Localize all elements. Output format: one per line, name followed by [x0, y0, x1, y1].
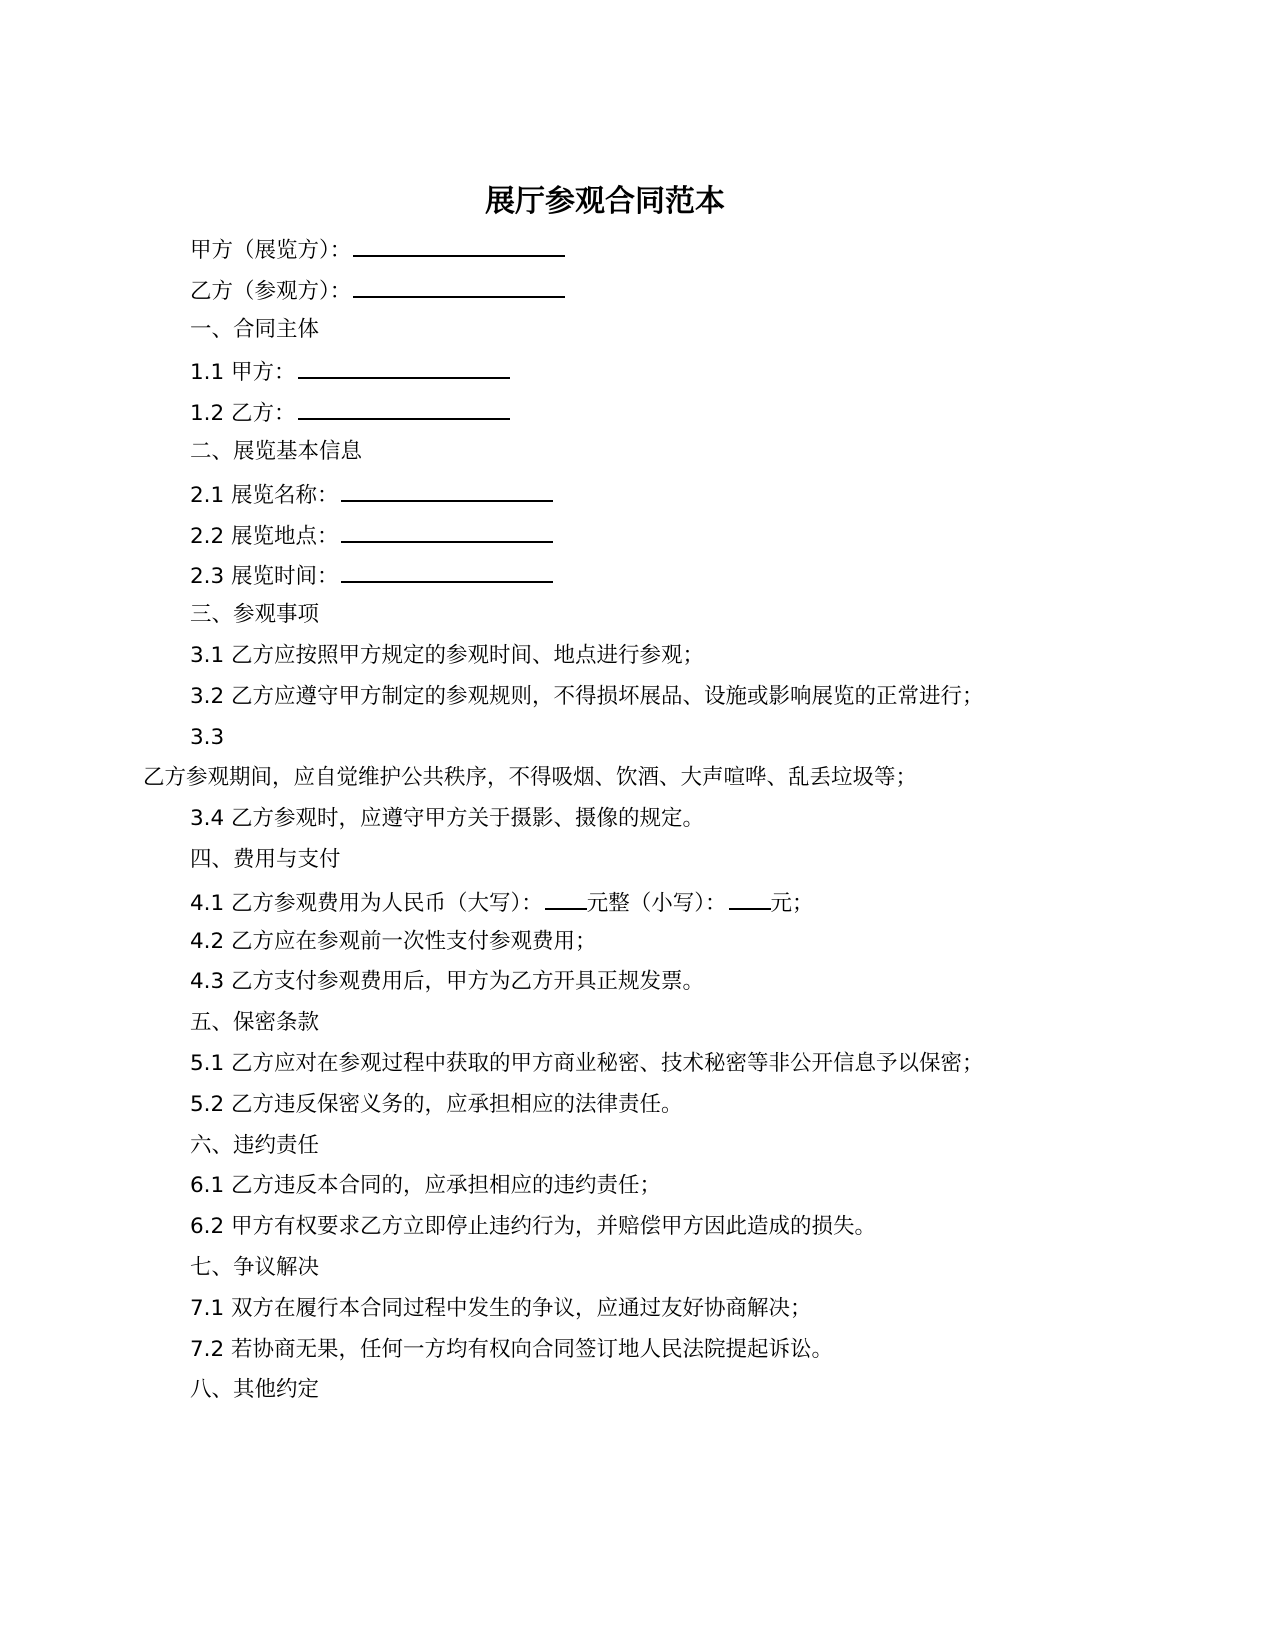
- document-line: [190, 274, 565, 307]
- line-text: 二、展览基本信息: [190, 439, 363, 464]
- line-text: 7.2 若协商无果，任何一方均有权向合同签订地人民法院提起诉讼。: [190, 1336, 834, 1362]
- line-text: 4.1 乙方参观费用为人民币（大写）：: [190, 890, 543, 916]
- line-text: 甲方（展览方）：: [190, 238, 352, 263]
- line-text: 1.2 乙方：: [190, 401, 296, 427]
- line-text: 3.4 乙方参观时，应遵守甲方关于摄影、摄像的规定。: [190, 806, 705, 832]
- document-line: [190, 1049, 984, 1079]
- line-text: 八、其他约定: [190, 1377, 320, 1403]
- document-line: [190, 1171, 661, 1201]
- document-line: [190, 396, 510, 429]
- document-line: [190, 1090, 683, 1120]
- line-text: 5.1 乙方应对在参观过程中获取的甲方商业秘密、技术秘密等非公开信息予以保密；: [190, 1051, 984, 1076]
- line-text: 乙方（参观方）：: [190, 278, 352, 304]
- line-text: 6.2 甲方有权要求乙方立即停止违约行为，并赔偿甲方因此造成的损失。: [190, 1214, 877, 1240]
- document-line: [190, 1335, 833, 1365]
- line-text: 六、违约责任: [190, 1132, 320, 1158]
- document-line: [190, 519, 553, 552]
- document-line: [190, 641, 704, 671]
- line-text: 4.2 乙方应在参观前一次性支付参观费用；: [190, 928, 597, 954]
- fill-in-blank[interactable]: [298, 355, 510, 379]
- document-line: [190, 1375, 319, 1405]
- document-line: [190, 1212, 876, 1242]
- line-text: 4.3 乙方支付参观费用后，甲方为乙方开具正规发票。: [190, 969, 705, 995]
- document-line: [190, 804, 704, 834]
- line-text: 5.2 乙方违反保密义务的，应承担相应的法律责任。: [190, 1091, 683, 1117]
- document-line: [190, 355, 510, 388]
- line-text: 2.3 展览时间：: [190, 564, 339, 590]
- fill-in-blank[interactable]: [545, 886, 587, 910]
- line-text: 2.2 展览地点：: [190, 523, 339, 549]
- fill-in-blank[interactable]: [298, 396, 510, 420]
- line-text: 3.2 乙方应遵守甲方制定的参观规则，不得损坏展品、设施或影响展览的正常进行；: [190, 683, 984, 709]
- line-text: 6.1 乙方违反本合同的，应承担相应的违约责任；: [190, 1173, 662, 1199]
- document-line: [190, 315, 319, 345]
- document-line: [190, 1131, 319, 1161]
- line-text: 元整（小写）：: [586, 890, 727, 916]
- line-text: 乙方参观期间，应自觉维护公共秩序，不得吸烟、饮酒、大声喧哗、乱丢垃圾等；: [143, 765, 918, 791]
- document-line: [143, 763, 917, 793]
- document-line: [190, 682, 984, 712]
- document-line: [190, 886, 814, 919]
- line-text: 1.1 甲方：: [190, 360, 296, 386]
- fill-in-blank[interactable]: [341, 478, 553, 502]
- fill-in-blank[interactable]: [729, 886, 771, 910]
- document-line: [190, 1253, 319, 1283]
- line-text: 一、合同主体: [190, 316, 320, 342]
- line-text: 四、费用与支付: [190, 847, 341, 872]
- document-line: [190, 723, 224, 753]
- line-text: 3.1 乙方应按照甲方规定的参观时间、地点进行参观；: [190, 643, 705, 668]
- line-text: 七、争议解决: [190, 1255, 320, 1280]
- line-text: 三、参观事项: [190, 602, 320, 628]
- document-line: [190, 1008, 319, 1038]
- document-line: [190, 967, 704, 997]
- document-line: [190, 233, 565, 266]
- document-line: [190, 1294, 812, 1324]
- document-line: [190, 600, 319, 630]
- document-line: [190, 437, 362, 467]
- line-text: 元；: [770, 890, 814, 916]
- line-text: 2.1 展览名称：: [190, 482, 339, 508]
- line-text: 五、保密条款: [190, 1010, 320, 1036]
- fill-in-blank[interactable]: [341, 559, 553, 583]
- fill-in-blank[interactable]: [341, 519, 553, 543]
- document-line: [190, 559, 553, 592]
- document-line: [190, 845, 341, 875]
- fill-in-blank[interactable]: [353, 233, 565, 257]
- document-line: [190, 478, 553, 511]
- document-line: [190, 927, 597, 957]
- line-text: 7.1 双方在履行本合同过程中发生的争议，应通过友好协商解决；: [190, 1295, 812, 1321]
- fill-in-blank[interactable]: [353, 274, 565, 298]
- line-text: 3.3: [190, 724, 225, 750]
- document-title: 展厅参观合同范本: [485, 184, 725, 219]
